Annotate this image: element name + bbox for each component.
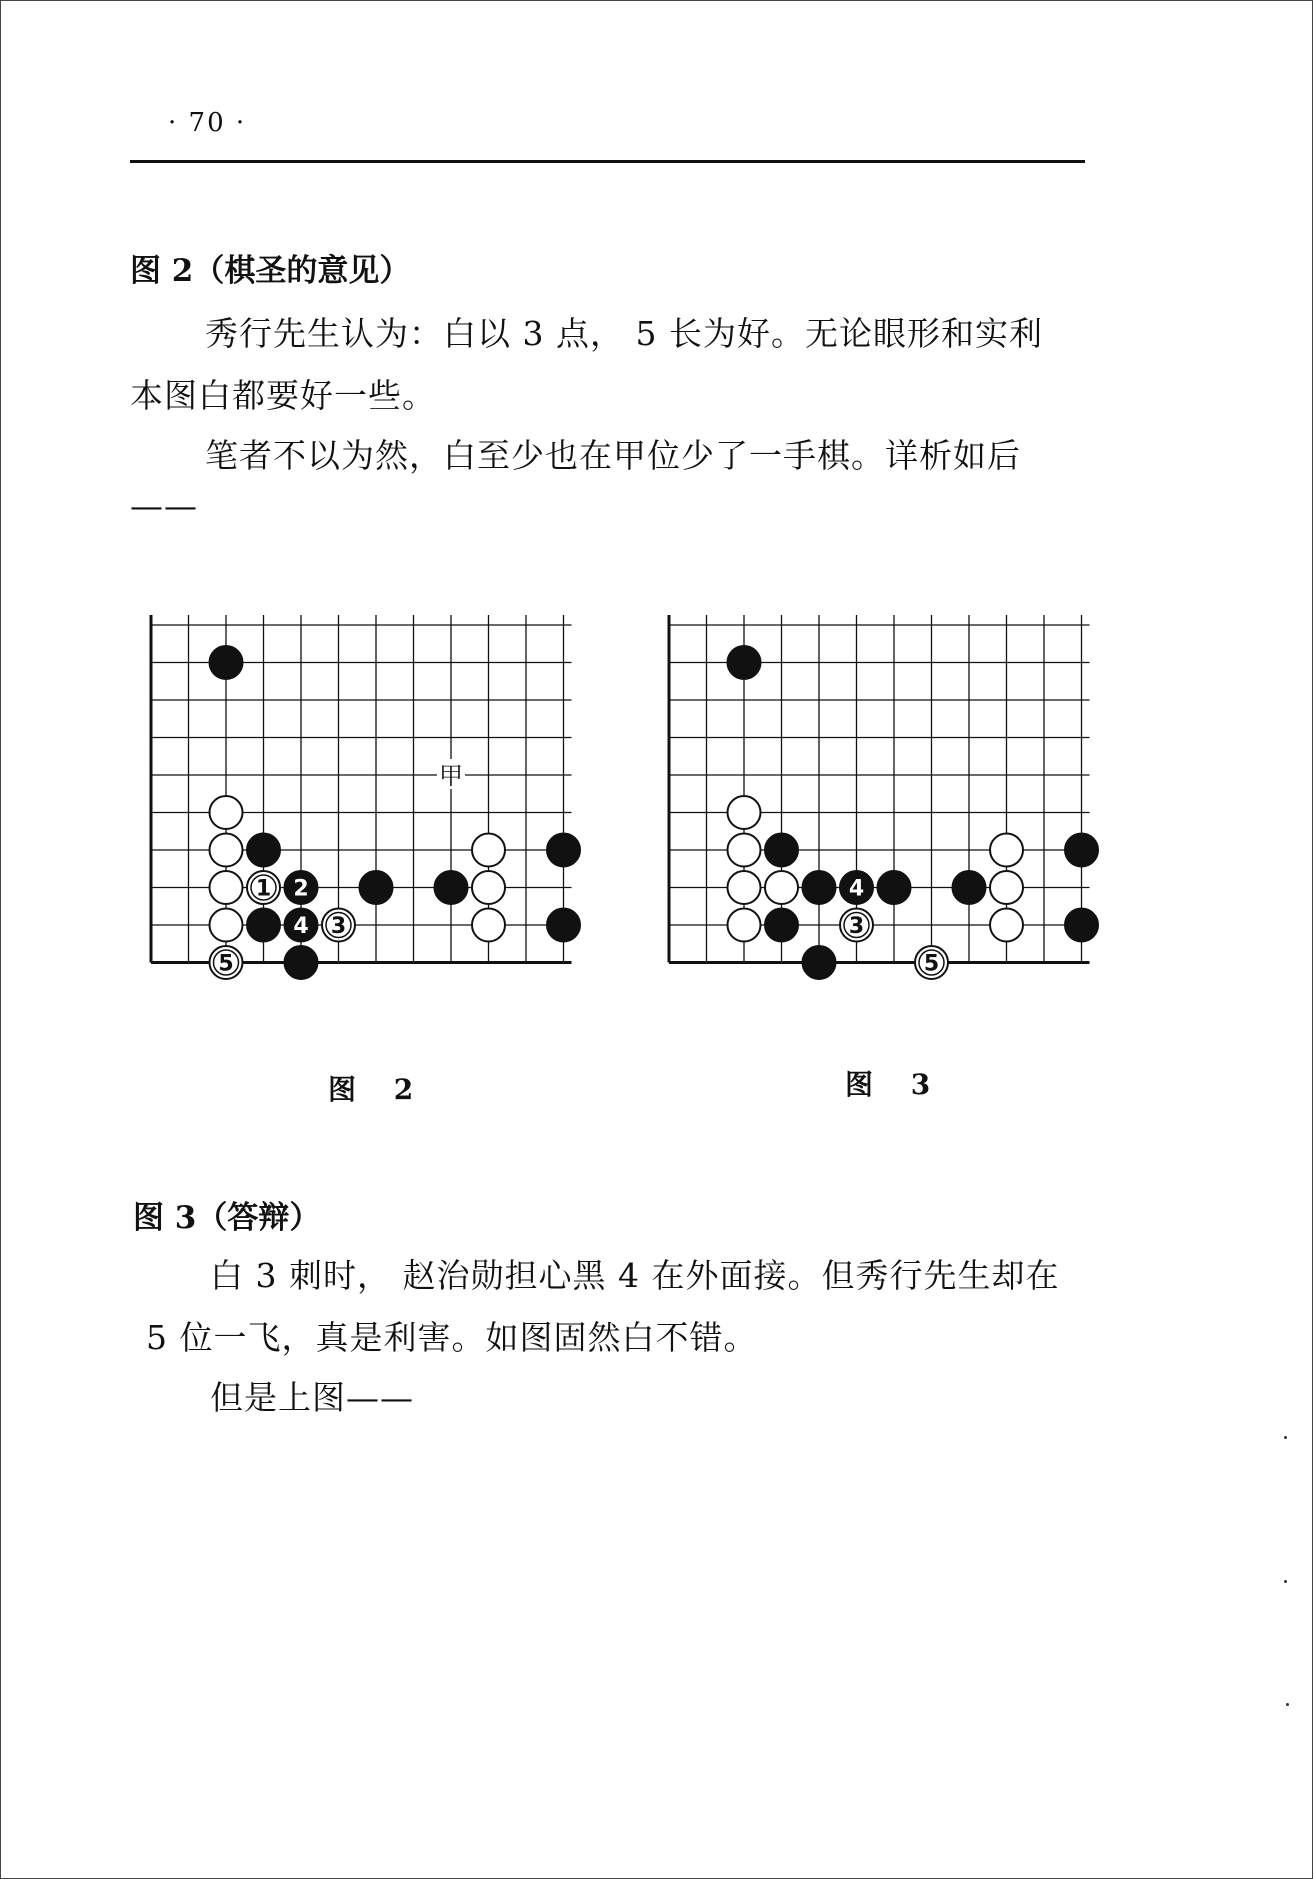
black-stone-disc	[953, 871, 986, 904]
black-stone	[285, 871, 318, 904]
section2-paragraph-2: 5 位一飞，真是利害。如图固然白不错。	[146, 1318, 758, 1357]
black-stone-disc	[247, 834, 280, 867]
black-stone	[247, 834, 280, 867]
point-marker-jia: 甲	[439, 762, 463, 790]
white-stone-disc	[472, 871, 505, 904]
black-stone	[547, 834, 580, 867]
black-stone-disc	[285, 946, 318, 979]
white-stone	[728, 796, 761, 829]
section2-paragraph-3: 但是上图——	[210, 1378, 414, 1417]
black-stone	[765, 909, 798, 942]
white-stone-disc	[210, 909, 243, 942]
black-stone	[803, 946, 836, 979]
white-stone-disc	[728, 796, 761, 829]
white-stone	[210, 946, 243, 979]
black-stone	[285, 909, 318, 942]
section1-paragraph-2: 本图白都要好一些。	[130, 376, 436, 415]
black-stone-disc	[360, 871, 393, 904]
black-stone-disc	[247, 909, 280, 942]
black-stone	[953, 871, 986, 904]
white-stone-disc	[990, 834, 1023, 867]
move-number: 4	[848, 876, 865, 902]
black-stone-disc	[765, 909, 798, 942]
white-stone	[728, 834, 761, 867]
black-stone-disc	[878, 871, 911, 904]
white-stone-disc	[990, 909, 1023, 942]
black-stone-disc	[210, 646, 243, 679]
black-stone-disc	[765, 834, 798, 867]
scan-speck	[1286, 1703, 1289, 1706]
black-stone	[435, 871, 468, 904]
black-stone	[360, 871, 393, 904]
black-stone-disc	[1065, 909, 1098, 942]
white-stone-disc	[210, 796, 243, 829]
white-stone	[210, 871, 243, 904]
scan-speck	[1284, 1580, 1287, 1583]
black-stone-disc	[803, 871, 836, 904]
move-number: 1	[255, 876, 272, 902]
white-stone	[247, 871, 280, 904]
white-stone	[210, 796, 243, 829]
white-stone	[840, 909, 873, 942]
section2-heading: 图 3（答辩）	[133, 1200, 321, 1236]
white-stone	[322, 909, 355, 942]
black-stone-disc	[547, 909, 580, 942]
page-number: · 70 ·	[168, 108, 247, 138]
white-stone	[210, 909, 243, 942]
figure-caption-fig2: 图 2	[328, 1073, 428, 1106]
black-stone-disc	[547, 834, 580, 867]
section1-paragraph-3: 笔者不以为然，白至少也在甲位少了一手棋。详析如后	[205, 436, 1021, 475]
white-stone-disc	[728, 909, 761, 942]
move-number: 5	[218, 951, 234, 977]
go-diagram-fig2	[145, 615, 585, 1035]
white-stone-disc	[210, 834, 243, 867]
white-stone	[472, 871, 505, 904]
figure-caption-fig3: 图 3	[845, 1068, 945, 1101]
move-number: 3	[848, 914, 865, 939]
black-stone	[840, 871, 873, 904]
header-rule	[130, 160, 1085, 163]
black-stone	[878, 871, 911, 904]
move-number: 2	[293, 876, 309, 902]
black-stone	[728, 646, 761, 679]
white-stone-disc	[765, 871, 798, 904]
black-stone-disc	[435, 871, 468, 904]
white-stone	[990, 871, 1023, 904]
white-stone	[728, 909, 761, 942]
white-stone	[765, 871, 798, 904]
white-stone	[472, 909, 505, 942]
black-stone	[547, 909, 580, 942]
black-stone	[1065, 834, 1098, 867]
black-stone-disc	[728, 646, 761, 679]
go-diagram-fig3	[663, 615, 1103, 1035]
white-stone	[915, 946, 948, 979]
move-number: 3	[330, 914, 347, 939]
white-stone	[210, 834, 243, 867]
black-stone	[247, 909, 280, 942]
section1-heading: 图 2（棋圣的意见）	[130, 253, 411, 289]
white-stone-disc	[728, 871, 761, 904]
move-number: 4	[293, 914, 309, 939]
move-number: 5	[923, 951, 940, 977]
black-stone	[803, 871, 836, 904]
black-stone	[765, 834, 798, 867]
white-stone-disc	[472, 834, 505, 867]
section2-paragraph-1: 白 3 刺时， 赵治勋担心黑 4 在外面接。但秀行先生却在	[210, 1256, 1060, 1295]
black-stone	[285, 946, 318, 979]
scan-speck	[1284, 1436, 1287, 1439]
white-stone	[990, 909, 1023, 942]
section1-paragraph-1: 秀行先生认为：白以 3 点， 5 长为好。无论眼形和实利	[205, 314, 1043, 353]
white-stone-disc	[472, 909, 505, 942]
white-stone-disc	[210, 871, 243, 904]
black-stone	[210, 646, 243, 679]
white-stone	[472, 834, 505, 867]
white-stone-disc	[728, 834, 761, 867]
black-stone	[1065, 909, 1098, 942]
black-stone-disc	[1065, 834, 1098, 867]
white-stone-disc	[990, 871, 1023, 904]
section1-paragraph-4: ——	[130, 486, 198, 525]
white-stone	[728, 871, 761, 904]
white-stone	[990, 834, 1023, 867]
black-stone-disc	[803, 946, 836, 979]
